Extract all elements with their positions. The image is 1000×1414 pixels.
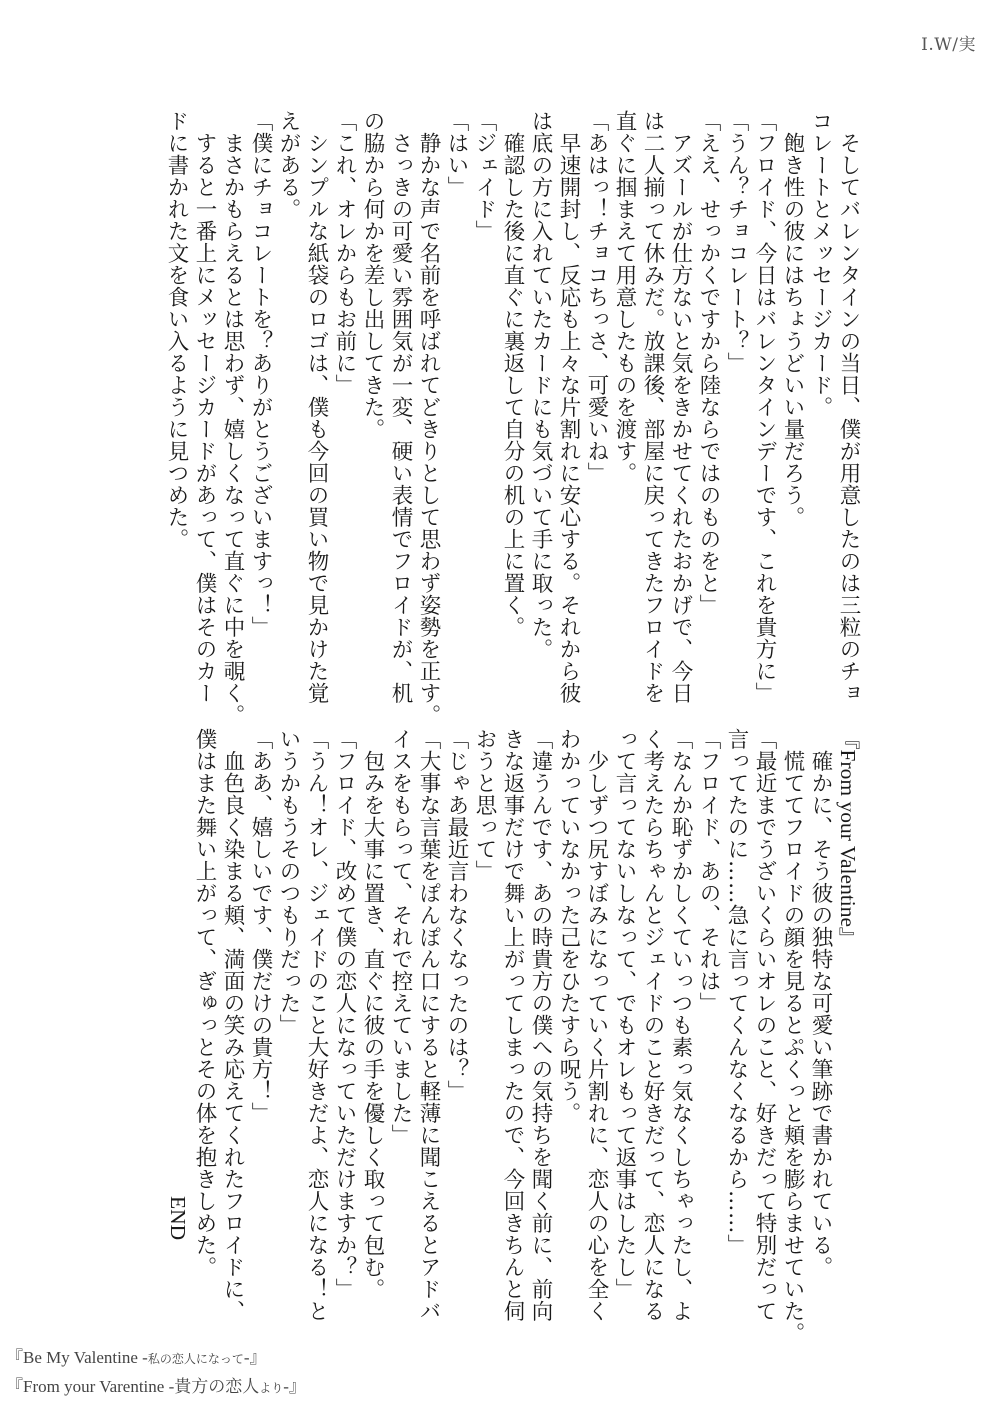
text-line: さっきの可愛い雰囲気が一変、硬い表情でフロイドが、机 — [388, 110, 413, 704]
text-line: 「ええ、せっかくですから陸ならではのものをと」 — [696, 110, 721, 616]
text-line: は底の方に入れていたカードにも気づいて手に取った。 — [528, 110, 553, 660]
text-line: 言ってたのに……急に言ってくんなくなるから……」 — [724, 728, 749, 1256]
footer-title-1-sub: 私の恋人になって — [147, 1352, 244, 1366]
footer-title-2-sub: より — [259, 1381, 284, 1395]
footer-title-2-main: 『From your Varentine - — [6, 1377, 175, 1396]
footer-title-2 — [6, 1373, 306, 1402]
text-line: ドに書かれた文を食い入るように見つめた。 — [164, 110, 189, 550]
text-line: 「あはっ！チョコちっさ、可愛いね」 — [584, 110, 609, 484]
text-line: おうと思って」 — [472, 728, 497, 882]
text-line: 「最近までうざいくらいオレのこと、好きだって特別だって — [752, 728, 777, 1322]
message-card-title: 『From your Valentine』 — [836, 728, 860, 949]
text-line: 「ああ、嬉しいです、僕だけの貴方！」 — [248, 728, 273, 1124]
text-line: アズールが仕方ないと気をきかせてくれたおかげで、今日 — [668, 110, 693, 704]
text-line: わかっていなかった己をひたすら呪う。 — [556, 728, 581, 1124]
text-line: 「フロイド、あの、それは」 — [696, 728, 721, 1014]
story-part-1 — [162, 110, 862, 726]
text-line: 静かな声で名前を呼ばれてどきりとして思わず姿勢を正す。 — [416, 110, 441, 726]
text-line: 「これ、オレからもお前に」 — [332, 110, 357, 396]
text-line: 「なんか恥ずかしくていっつも素っ気なくしちゃったし、よ — [668, 728, 693, 1322]
text-line: 「フロイド、今日はバレンタインデーです、これを貴方に」 — [752, 110, 777, 704]
text-line: 早速開封し、反応も上々な片割れに安心する。それから彼 — [556, 110, 581, 704]
text-line: きな返事だけで舞い上がってしまったので、今回きちんと伺 — [500, 728, 525, 1322]
text-line: イスをもらって、それで控えていました」 — [388, 728, 413, 1146]
text-line: シンプルな紙袋のロゴは、僕も今回の買い物で見かけた覚 — [304, 110, 329, 704]
text-line: 「じゃあ最近言わなくなったのは？」 — [444, 728, 469, 1102]
text-line: 血色良く染まる頬、満面の笑み応えてくれたフロイドに、 — [220, 728, 245, 1322]
author-mark: I.W/実 — [921, 35, 976, 55]
end-mark: END — [166, 1196, 190, 1241]
text-line: 慌ててフロイドの顔を見るとぷくっと頬を膨らませていた。 — [780, 728, 805, 1344]
footer-title-1-close: -』 — [243, 1348, 267, 1367]
text-line: 「うん？チョコレート？」 — [724, 110, 749, 374]
text-line: は二人揃って休みだ。放課後、部屋に戻ってきたフロイドを — [640, 110, 665, 704]
text-line: 少しずつ尻すぼみになっていく片割れに、恋人の心を全く — [584, 728, 609, 1322]
text-line: 「フロイド、改めて僕の恋人になっていただけますか？」 — [332, 728, 357, 1300]
text-line: いうかもうそのつもりだった」 — [276, 728, 301, 1036]
footer-title-2-mid: 貴方の恋人 — [174, 1377, 260, 1396]
text-line: すると一番上にメッセージカードがあって、僕はそのカー — [192, 110, 217, 704]
text-line: 「僕にチョコレートを？ありがとうございますっ！」 — [248, 110, 273, 638]
text-line: 確認した後に直ぐに裏返して自分の机の上に置く。 — [500, 110, 525, 638]
text-line: 「違うんです、あの時貴方の僕への気持ちを聞く前に、前向 — [528, 728, 553, 1322]
text-line: 直ぐに掴まえて用意したものを渡す。 — [612, 110, 637, 484]
text-line: 「はい」 — [444, 110, 469, 198]
text-line: 確かに、そう彼の独特な可愛い筆跡で書かれている。 — [808, 728, 833, 1278]
text-line: く考えたらちゃんとジェイドのこと好きだって、恋人になる — [640, 728, 665, 1322]
text-line: 「ジェイド」 — [472, 110, 497, 242]
footer-titles — [6, 1344, 306, 1402]
footer-title-1 — [6, 1344, 306, 1373]
text-line: 包みを大事に置き、直ぐに彼の手を優しく取って包む。 — [360, 728, 385, 1300]
story-part-2 — [190, 728, 834, 1344]
footer-title-1-main: 『Be My Valentine - — [6, 1348, 148, 1367]
text-line: そしてバレンタインの当日、僕が用意したのは三粒のチョ — [836, 110, 861, 704]
footer-title-2-close: -』 — [283, 1377, 306, 1396]
text-line: って言ってないしなって、でもオレもって返事はしたし」 — [612, 728, 637, 1300]
text-line: 「うん！オレ、ジェイドのこと大好きだよ、恋人になる！と — [304, 728, 329, 1322]
text-line: 「大事な言葉をぽんぽん口にすると軽薄に聞こえるとアドバ — [416, 728, 441, 1322]
text-line: まさかもらえるとは思わず、嬉しくなって直ぐに中を覗く。 — [220, 110, 245, 726]
text-line: えがある。 — [276, 110, 301, 220]
text-line: の脇から何かを差し出してきた。 — [360, 110, 385, 440]
text-line: コレートとメッセージカード。 — [808, 110, 833, 418]
text-line: 飽き性の彼にはちょうどいい量だろう。 — [780, 110, 805, 528]
text-line: 僕はまた舞い上がって、ぎゅっとその体を抱きしめた。 — [192, 728, 217, 1278]
